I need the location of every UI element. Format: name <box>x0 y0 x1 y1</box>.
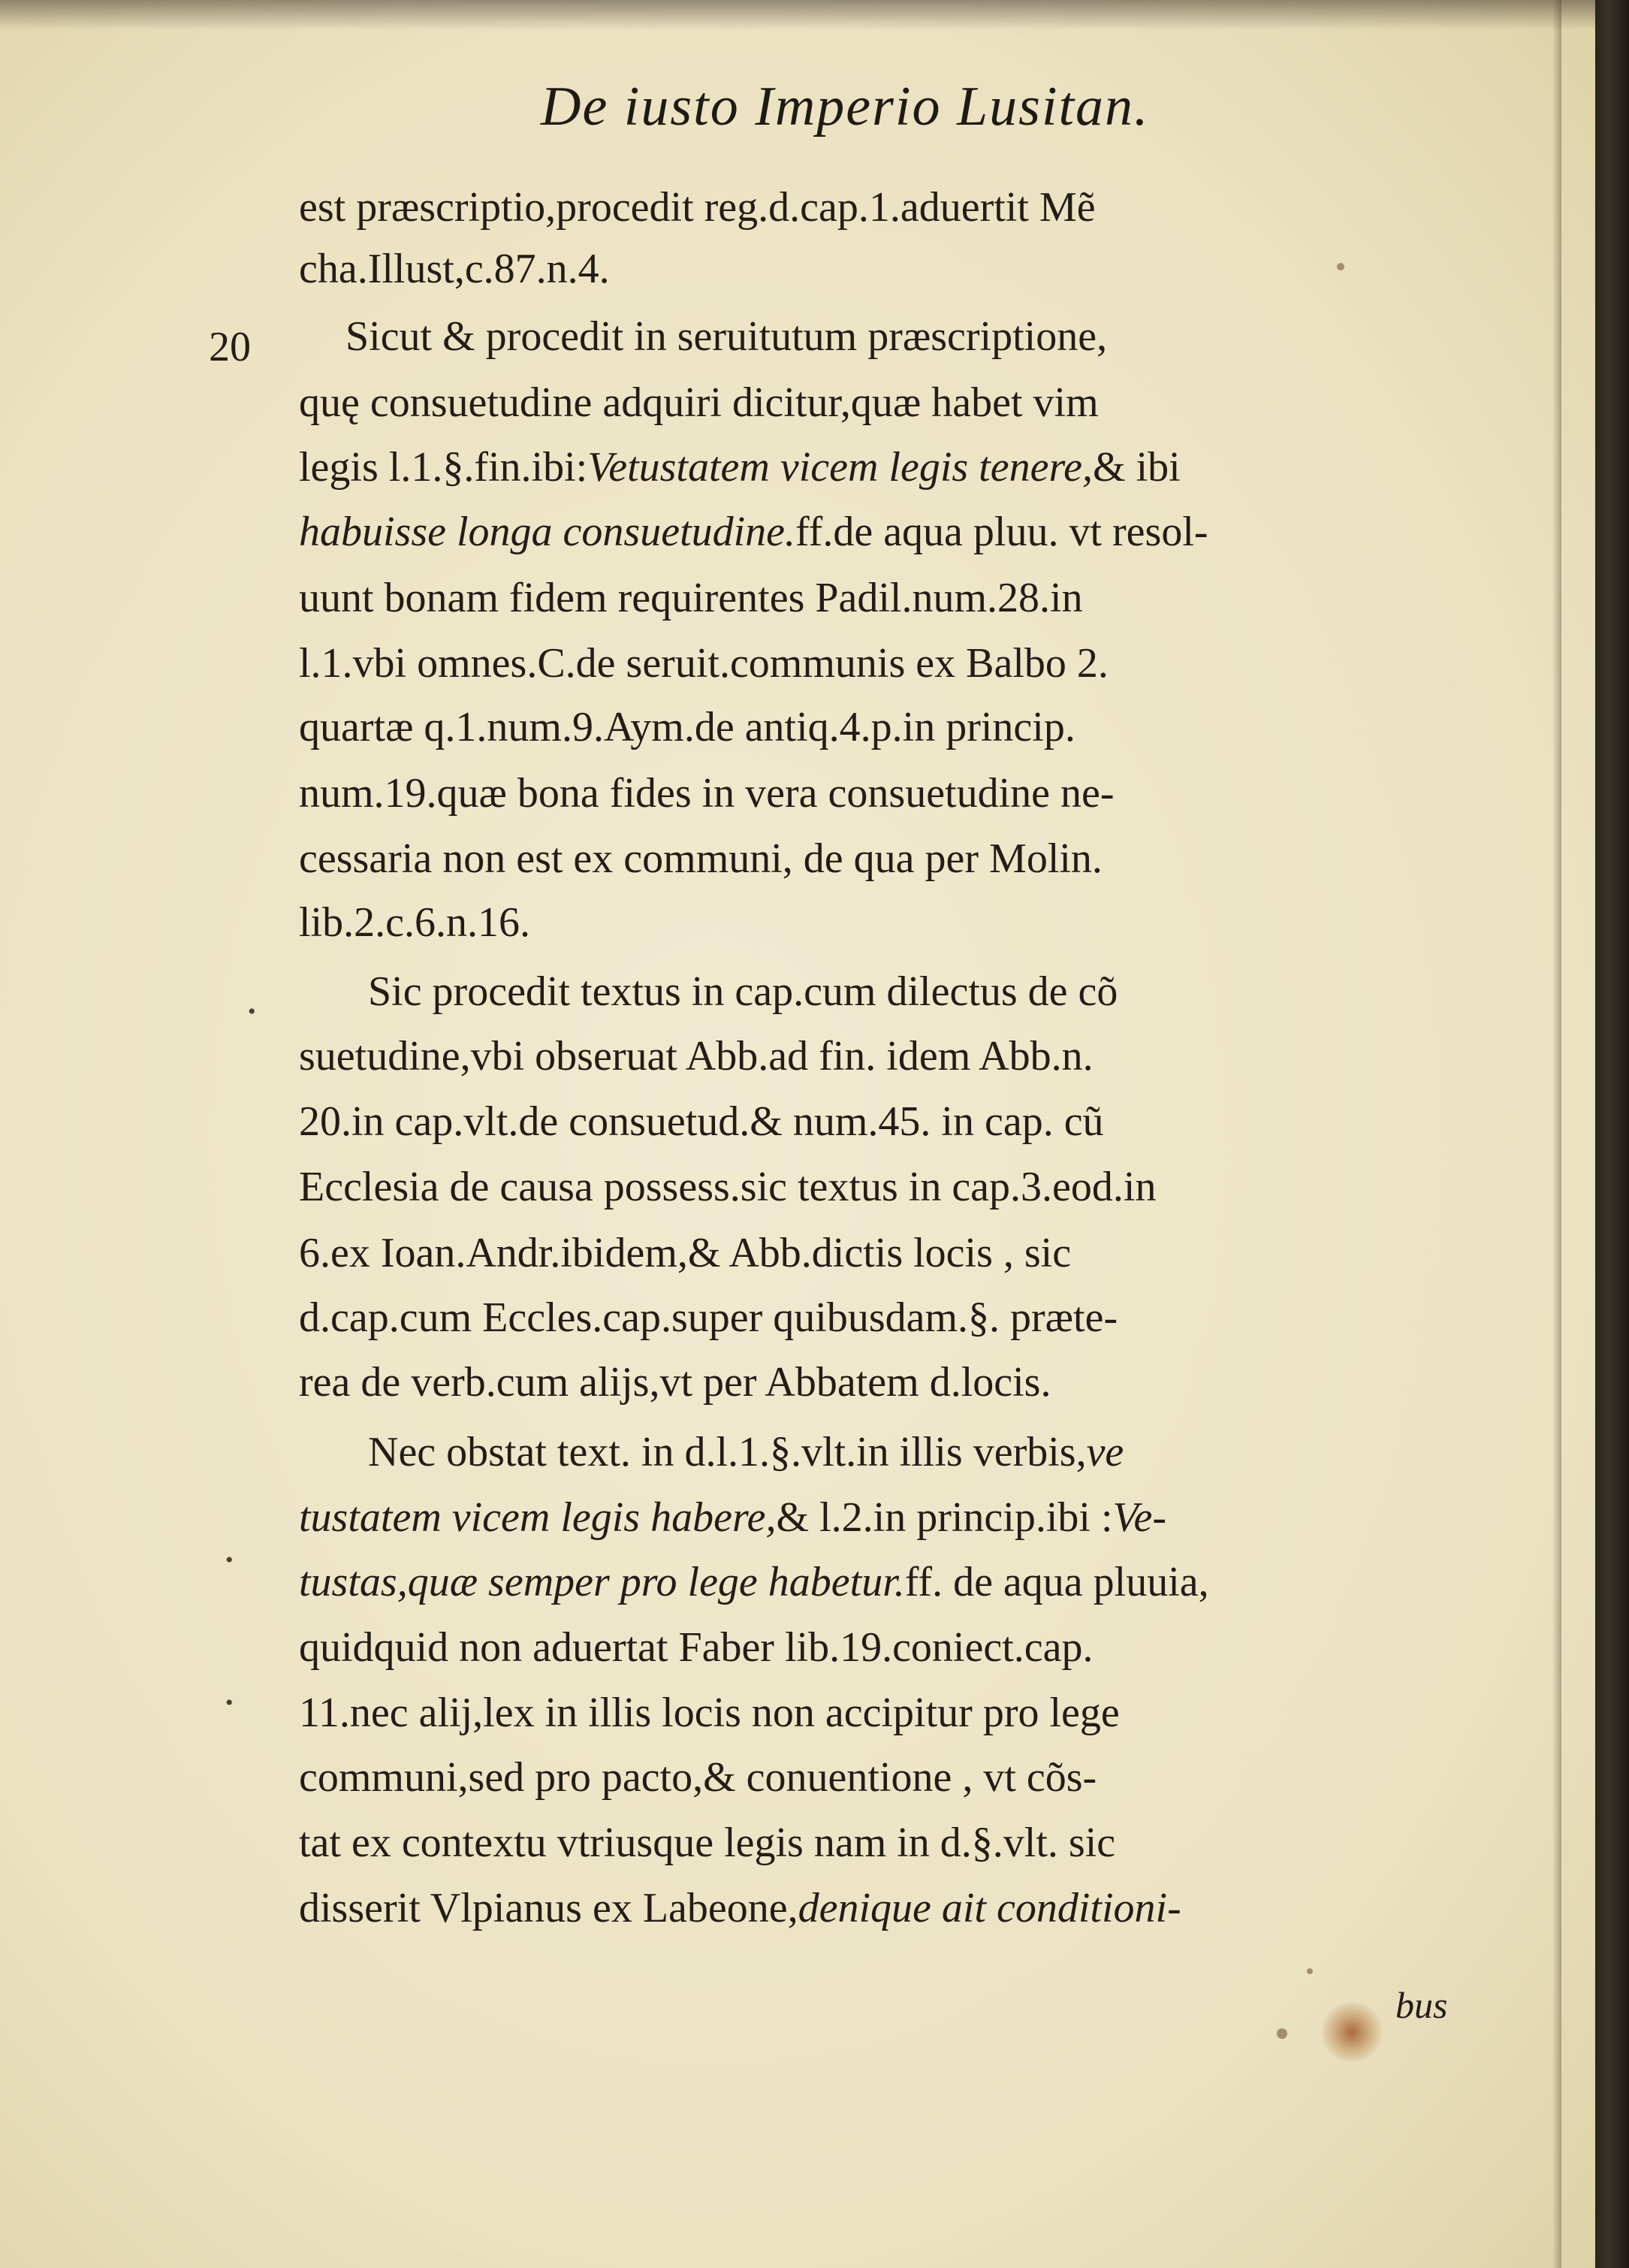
text-line: 11.nec alij,lex in illis locis non accipitur pro lege <box>299 1690 1120 1736</box>
text-line <box>299 511 1208 553</box>
italic-citation: Vetustatem vicem legis tenere, <box>587 444 1094 491</box>
italic-citation: Ve- <box>1112 1494 1167 1541</box>
paper-speck <box>1337 263 1344 270</box>
text-line: Sicut & procedit in seruitutum præscriptione, <box>345 313 1108 360</box>
text-line: suetudine,vbi obseruat Abb.ad fin. idem Abb.n. <box>299 1033 1094 1080</box>
text-line: d.cap.cum Eccles.cap.super quibusdam.§. præte- <box>299 1294 1118 1341</box>
catchword: bus <box>1395 1984 1448 2026</box>
text-line: Sic procedit textus in cap.cum dilectus de cõ <box>368 968 1118 1015</box>
text-line: Ecclesia de causa possess.sic textus in cap.3.eod.in <box>299 1164 1157 1210</box>
text-line: quę consuetudine adquiri dicitur,quæ habet vim <box>299 379 1099 426</box>
text-span: disserit Vlpianus ex Labeone, <box>299 1885 798 1931</box>
margin-mark: • <box>248 999 256 1024</box>
text-line: tat ex contextu vtriusque legis nam in d.§.vlt. sic <box>299 1820 1116 1866</box>
margin-paragraph-number: 20 <box>209 324 251 370</box>
text-line <box>299 444 1181 491</box>
gutter-shadow <box>1552 0 1561 2268</box>
margin-mark: • <box>225 1548 234 1572</box>
text-line: 6.ex Ioan.Andr.ibidem,& Abb.dictis locis , sic <box>299 1230 1072 1276</box>
text-line <box>299 1561 1209 1603</box>
text-span: legis l.1.§.fin.ibi: <box>299 444 588 491</box>
margin-mark: • <box>225 1690 234 1715</box>
text-line: cha.Illust,c.87.n.4. <box>299 246 610 292</box>
text-span: & ibi <box>1093 444 1181 491</box>
running-header: De iusto Imperio Lusitan. <box>541 76 1150 137</box>
text-line: quidquid non aduertat Faber lib.19.coniect.cap. <box>299 1624 1094 1671</box>
paper-speck <box>1277 2028 1287 2039</box>
text-line: communi,sed pro pacto,& conuentione , vt cõs- <box>299 1754 1097 1801</box>
text-span: Nec obstat text. in d.l.1.§.vlt.in illis verbis, <box>368 1429 1087 1475</box>
text-line <box>299 1496 1166 1539</box>
italic-citation: tustatem vicem legis habere, <box>299 1494 777 1541</box>
italic-citation: ve <box>1086 1429 1124 1475</box>
foxing-stain <box>1322 2002 1382 2062</box>
book-spine <box>1595 0 1629 2268</box>
text-span: ff. de aqua pluuia, <box>904 1559 1209 1605</box>
text-line: lib.2.c.6.n.16. <box>299 899 530 946</box>
text-line: quartæ q.1.num.9.Aym.de antiq.4.p.in princip. <box>299 704 1075 750</box>
text-line: cessaria non est ex communi, de qua per Molin. <box>299 835 1103 882</box>
top-shadow <box>0 0 1595 30</box>
text-line: uunt bonam fidem requirentes Padil.num.28.in <box>299 575 1083 621</box>
italic-citation: denique ait conditioni- <box>798 1885 1181 1931</box>
text-span: ff.de aqua pluu. vt resol- <box>795 509 1208 555</box>
text-line: num.19.quæ bona fides in vera consuetudine ne- <box>299 770 1115 817</box>
text-line <box>368 1431 1124 1473</box>
italic-citation: tustas,quæ semper pro lege habetur. <box>299 1559 905 1605</box>
italic-citation: habuisse longa consuetudine. <box>299 509 796 555</box>
text-line: rea de verb.cum alijs,vt per Abbatem d.locis. <box>299 1359 1051 1406</box>
text-span: & l.2.in princip.ibi : <box>776 1494 1113 1541</box>
text-line <box>299 1887 1181 1929</box>
text-line: 20.in cap.vlt.de consuetud.& num.45. in cap. cũ <box>299 1098 1104 1145</box>
text-line: est præscriptio,procedit reg.d.cap.1.aduertit Mẽ <box>299 184 1096 231</box>
paper-speck <box>1307 1968 1313 1974</box>
text-line: l.1.vbi omnes.C.de seruit.communis ex Balbo 2. <box>299 640 1109 687</box>
